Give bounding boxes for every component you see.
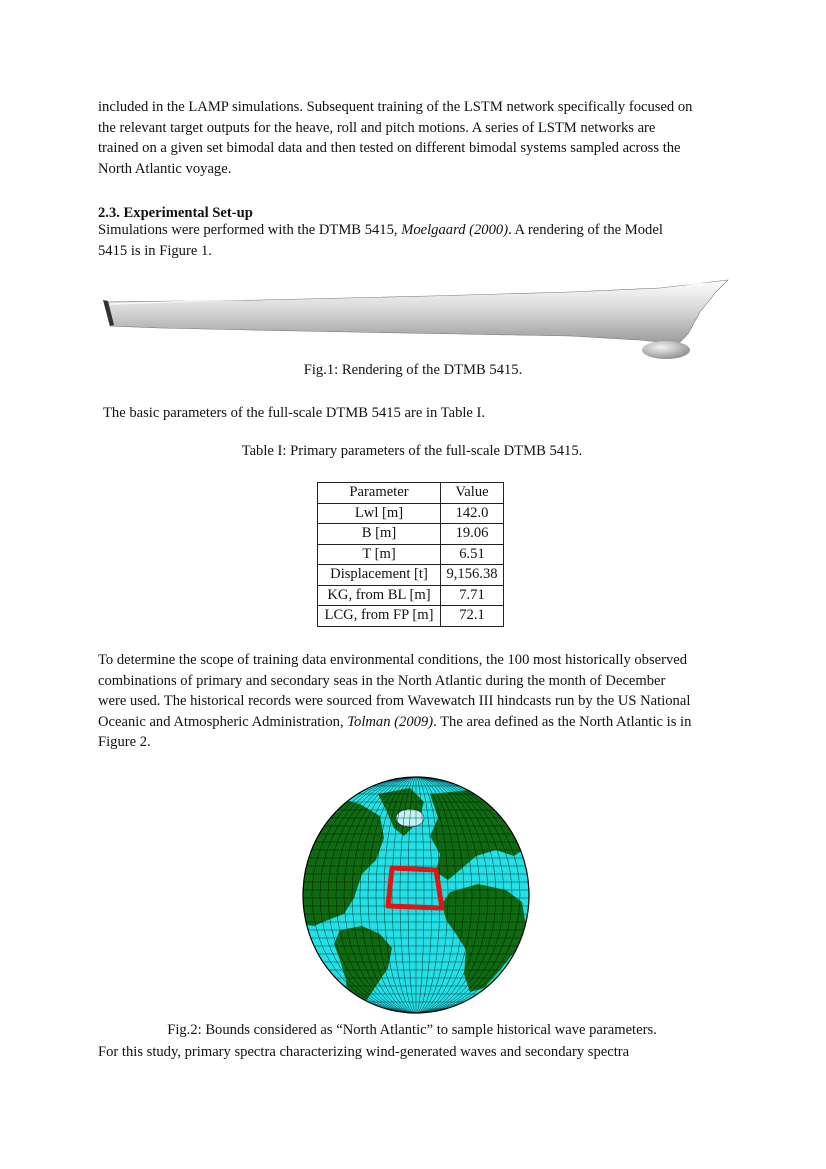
table-caption: Table I: Primary parameters of the full-scale DTMB 5415. xyxy=(241,443,583,459)
table-row xyxy=(318,544,504,565)
table-cell: Displacement [t] xyxy=(318,565,441,586)
text-line: trained on a given set bimodal data and then tested on different bimodal systems sampled across the xyxy=(98,140,681,156)
figure-caption: Fig.2: Bounds considered as “North Atlantic” to sample historical wave parameters. xyxy=(167,1022,657,1038)
text-line: To determine the scope of training data environmental conditions, the 100 most historically observed xyxy=(98,652,688,668)
section-heading: 2.3. Experimental Set-up xyxy=(98,205,253,221)
table-cell: 7.71 xyxy=(441,585,504,606)
north-atlantic-globe xyxy=(300,774,532,1016)
table-header-row xyxy=(318,483,504,504)
table-cell: 142.0 xyxy=(441,503,504,524)
text-line: included in the LAMP simulations. Subsequent training of the LSTM network specifically focused on xyxy=(98,99,693,115)
text-line xyxy=(98,220,738,241)
text-span: . A rendering of the Model xyxy=(508,222,663,238)
figure-caption: Fig.1: Rendering of the DTMB 5415. xyxy=(303,362,523,378)
setup-paragraph xyxy=(98,220,738,261)
column-header: Parameter xyxy=(318,483,441,504)
table-cell: 72.1 xyxy=(441,606,504,627)
table-row xyxy=(318,585,504,606)
table-row xyxy=(318,503,504,524)
text-line: Figure 2. xyxy=(98,734,151,750)
text-line: the relevant target outputs for the heave, roll and pitch motions. A series of LSTM networks are xyxy=(98,119,656,136)
citation: Moelgaard (2000) xyxy=(401,222,509,238)
text-span: Simulations were performed with the DTMB 5415, xyxy=(98,222,402,238)
closing-line: For this study, primary spectra characterizing wind-generated waves and secondary spectra xyxy=(98,1044,630,1060)
ship-hull-rendering xyxy=(100,278,732,364)
table-cell: B [m] xyxy=(318,524,441,545)
table-row xyxy=(318,606,504,627)
scope-paragraph xyxy=(98,650,738,753)
table-cell: 6.51 xyxy=(441,544,504,565)
text-line xyxy=(98,712,738,733)
text-span: . The area defined as the North Atlantic is in xyxy=(433,713,692,730)
text-line: 5415 is in Figure 1. xyxy=(98,242,212,259)
table-cell: T [m] xyxy=(318,544,441,565)
citation: Tolman (2009) xyxy=(347,713,434,730)
table-intro: The basic parameters of the full-scale DTMB 5415 are in Table I. xyxy=(103,405,486,421)
table-cell: 9,156.38 xyxy=(441,565,504,586)
table-cell: 19.06 xyxy=(441,524,504,545)
intro-paragraph xyxy=(98,97,738,179)
table-cell: LCG, from FP [m] xyxy=(318,606,441,627)
table-cell: KG, from BL [m] xyxy=(318,585,441,606)
table-cell: Lwl [m] xyxy=(318,503,441,524)
text-line: combinations of primary and secondary seas in the North Atlantic during the month of December xyxy=(98,672,666,689)
hull-body xyxy=(104,280,728,344)
parameters-table xyxy=(317,482,504,627)
text-line: North Atlantic voyage. xyxy=(98,160,232,177)
table-row xyxy=(318,524,504,545)
table-row xyxy=(318,565,504,586)
text-span: Oceanic and Atmospheric Administration, xyxy=(98,713,348,730)
column-header: Value xyxy=(441,483,504,504)
bulbous-bow xyxy=(642,341,690,359)
text-line: were used. The historical records were sourced from Wavewatch III hindcasts run by the US National xyxy=(98,693,691,709)
